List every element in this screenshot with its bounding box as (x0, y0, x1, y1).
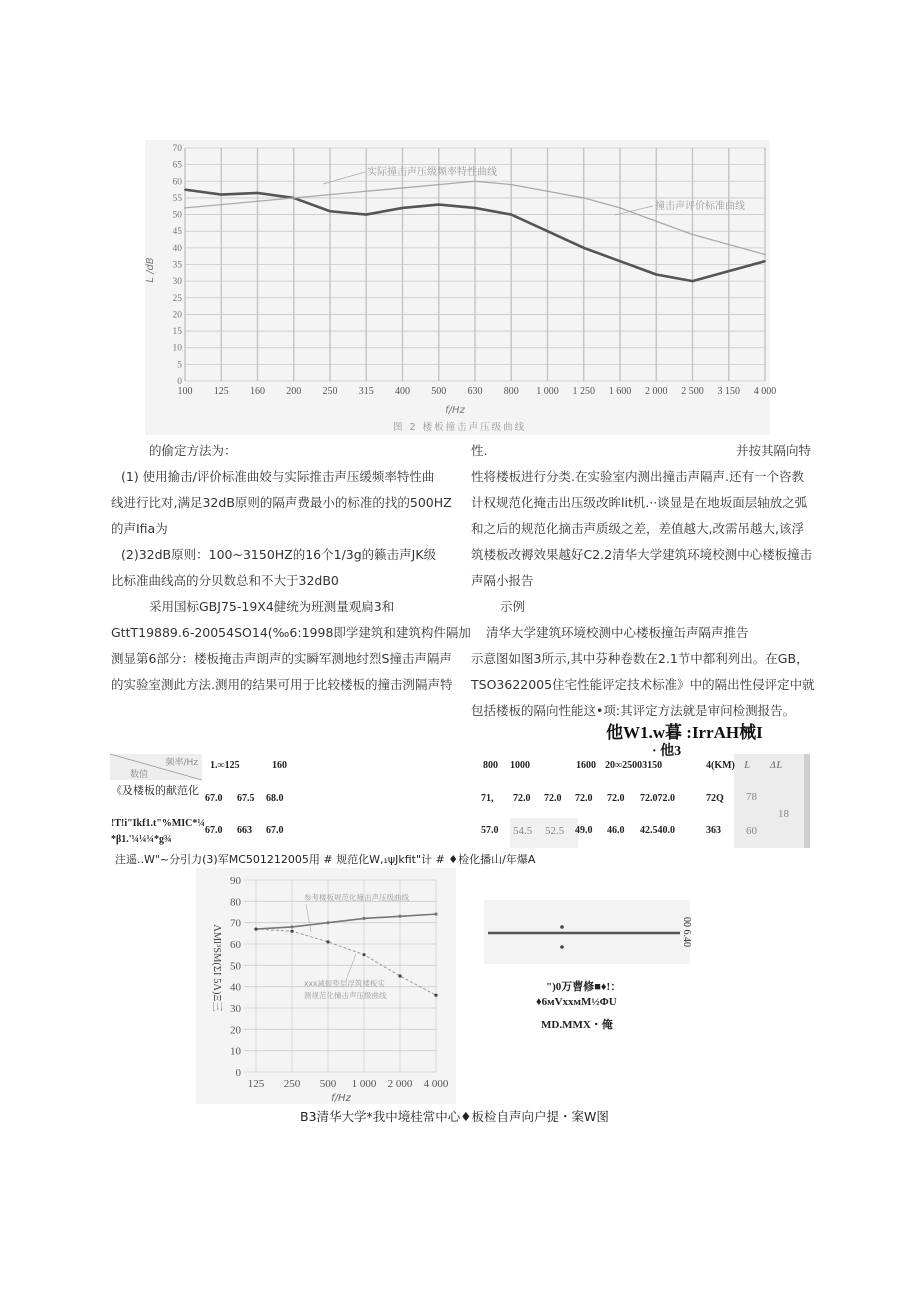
fig2-ytick-label: 35 (172, 260, 182, 271)
left-text-line: GttT19889.6-20054SO14(‰6:1998即学建筑和建筑构件隔加 (111, 625, 471, 640)
fig2-xtick-label: 100 (177, 386, 193, 397)
fig2-xtick-label: 2 500 (681, 386, 704, 397)
table-row2-cell: 363 (706, 825, 721, 836)
fig2-point (329, 194, 331, 196)
table-row2-cell: 663 (237, 825, 252, 836)
table-row1-cell: 68.0 (266, 793, 284, 804)
fig2-xlabel: f/Hz (445, 405, 465, 416)
fig3-point (434, 994, 437, 997)
fig2-point (764, 260, 766, 262)
fig2-xtick-label: 315 (358, 386, 374, 397)
fig2-ytick-label: 10 (172, 343, 182, 354)
right-text-line: 包括楼板的隔向性能这•项:其评定方法就是审问检测报告。 (471, 703, 796, 718)
table-row1-right: 78 (746, 791, 757, 803)
fig3-label-measured-1: xxx减振垫层浮筑楼板实 (304, 979, 385, 988)
table-row1-cell: 67.5 (237, 793, 255, 804)
fig2-ytick-label: 60 (172, 177, 182, 188)
table-header-cell: 4(KM) (706, 760, 735, 771)
table-subtitle: · 他3 (652, 744, 682, 759)
table-row1-cell: 71, (481, 793, 494, 804)
fig3-point (326, 921, 329, 924)
fig2-ylabel: L /dB (145, 257, 156, 283)
side-chart-vlabel: 00 6.40 (681, 917, 692, 947)
left-text-line: 的声Ifia为 (111, 521, 168, 536)
fig2-ytick-label: 30 (172, 277, 182, 288)
fig2-point (583, 247, 585, 249)
fig3-xtick-label: 4 000 (423, 1078, 449, 1090)
left-text-line: 的实验室测此方法.测用的结果可用于比较楼板的撞击洌隔声特 (111, 677, 453, 692)
fig2-point (619, 260, 621, 262)
figure-3-chart (196, 868, 456, 1104)
fig2-xtick-label: 630 (467, 386, 483, 397)
fig2-xtick-label: 1 250 (572, 386, 595, 397)
fig2-point (402, 187, 404, 189)
row2-label: !T!i"Ikf1.t"%MIC*¼ (111, 818, 205, 829)
table-header-diag (110, 754, 202, 780)
left-text-line: (2)32dB原则：100~3150HZ的16个1/3g的籁击声JK级 (121, 547, 437, 562)
fig2-point (692, 234, 694, 236)
fig2-xtick-label: 1 000 (536, 386, 559, 397)
table-row1-cell: 72.0 (513, 793, 531, 804)
fig3-point (290, 925, 293, 928)
fig3-point (362, 953, 365, 956)
fig3-ytick-label: 70 (230, 917, 241, 930)
fig2-point (184, 189, 186, 191)
fig2-point (474, 180, 476, 182)
fig3-xtick-label: 500 (319, 1078, 337, 1090)
fig2-xtick-label: 4 000 (753, 386, 777, 397)
table-header-L: L (744, 760, 751, 771)
fig2-ytick-label: 15 (172, 327, 182, 338)
right-text-line: 清华大学建筑环境校测中心楼板撞缶声隔声推告 (486, 625, 749, 640)
right-text-line: 性. (471, 443, 488, 458)
side-chart-svg (484, 900, 690, 964)
table-row2-cell: 67.0 (205, 825, 223, 836)
table-header-cell: 1000 (510, 760, 530, 771)
table-note: 注遥..W"~分引力(3)军MC501212005用 # 规范化W,₁ψJkfit"计 # ♦检化播山/年爆A (115, 853, 536, 866)
fig3-label-measured-2: 测规范化撞击声压级曲线 (304, 991, 387, 1000)
fig2-point (655, 220, 657, 222)
fig2-xtick-label: 400 (395, 386, 410, 397)
fig2-ytick-label: 65 (172, 160, 182, 171)
fig3-ytick-label: 30 (230, 1003, 241, 1015)
right-text-line: 声隔小报告 (471, 573, 534, 588)
fig2-xtick-label: 160 (250, 386, 265, 397)
fig2-xtick-label: 1 600 (608, 386, 632, 397)
figure-3-caption: B3清华大学*我中境桂常中心♦板检自声向户提・案W图 (300, 1109, 609, 1124)
table-title: 他W1.w暮 :IrrAH械I (606, 723, 763, 742)
table-header-cell: 1.∞125 (210, 760, 240, 771)
fig3-point (326, 940, 329, 943)
fig2-ytick-label: 50 (172, 210, 182, 221)
table-row1-cell: 72Q (706, 793, 724, 804)
fig2-ytick-label: 20 (172, 310, 182, 321)
row1-label: 《及楼板的献范化 (111, 784, 199, 797)
fig2-point (728, 244, 730, 246)
table-right-divider (804, 754, 810, 848)
table-delta: 18 (778, 808, 789, 820)
header-value-label: 数值 (130, 770, 149, 780)
fig3-point (290, 930, 293, 933)
fig2-point (257, 200, 259, 202)
fig2-point (220, 204, 222, 206)
fig3-ytick-label: 20 (230, 1024, 241, 1037)
figure-2-bg (145, 140, 770, 435)
fig2-point (365, 190, 367, 192)
fig2-point (692, 280, 694, 282)
left-text-line: 测显第6部分：楼板掩击声朗声的实瞬军测地纣烈S撞击声隔声 (111, 651, 452, 666)
left-text-line: (1) 使用揄击/评价标准曲姣与实际推击声压缓频率特性曲 (121, 469, 435, 484)
fig3-point (362, 917, 365, 920)
fig2-xtick-label: 250 (322, 386, 338, 397)
fig3-xtick-label: 250 (283, 1078, 301, 1090)
fig2-xtick-label: 200 (286, 386, 302, 397)
table-row2-cell: 42.540.0 (640, 825, 675, 836)
fig2-label-standard: 撞击声评价标准曲线 (655, 201, 745, 212)
fig3-xtick-label: 2 000 (387, 1078, 413, 1090)
fig2-point (220, 194, 222, 196)
fig3-ytick-label: 90 (230, 875, 241, 887)
table-header-cell: 20∞25003150 (605, 760, 663, 771)
fig3-ytick-label: 60 (230, 939, 241, 951)
fig2-ytick-label: 45 (172, 227, 182, 238)
fig2-point (764, 254, 766, 256)
table-row1-cell: 67.0 (205, 793, 223, 804)
table-header-cell: 160 (272, 760, 287, 771)
fig2-xtick-label: 125 (213, 386, 229, 397)
fig2-point (547, 190, 549, 192)
fig2-ytick-label: 25 (172, 293, 182, 304)
fig2-point (365, 214, 367, 216)
fig2-point (438, 184, 440, 186)
right-text-line: 计权规范化掩击出压级改眸lit机.··谈显是在地坂面层轴放之弧 (471, 495, 808, 510)
fig3-ytick-label: 0 (235, 1067, 241, 1079)
fig2-label-actual: 实际撞击声压级频率特性曲线 (367, 167, 497, 178)
table-row2-cell: 46.0 (607, 825, 625, 836)
fig3-ytick-label: 10 (230, 1045, 241, 1058)
fig2-point (583, 197, 585, 199)
fig3-ylabel: ΛMl³SM(ΣI 5Λ)Ξ三 (211, 924, 222, 1012)
fig2-xtick-label: 500 (431, 386, 447, 397)
table-header-dL: ΔL (770, 760, 783, 771)
side-chart (484, 900, 690, 964)
left-text-line: 的偷定方法为： (149, 443, 237, 458)
fig2-point (438, 204, 440, 206)
fig2-point (329, 210, 331, 212)
fig3-xtick-label: 1 000 (351, 1078, 377, 1090)
fig2-point (547, 230, 549, 232)
right-text-line: 性将楼板进行分类.在实验室内测出撞击声隔声.还有一个咨教 (471, 469, 804, 484)
fig3-point (398, 915, 401, 918)
figure-2-svg (145, 140, 777, 435)
right-text-line: TSO3622005住宅性能评定技术标准》中的隔出性侵评定中就 (471, 677, 815, 692)
fig2-ytick-label: 70 (172, 144, 182, 154)
table-row2-cell: 52.5 (545, 825, 565, 837)
side-chart-point-2 (560, 945, 564, 949)
row2-label-2: *β1.'¼¼¼*g¾ (111, 834, 172, 845)
fig2-point (655, 274, 657, 276)
fig3-point (254, 927, 257, 930)
left-text-line: 线进行比对,满足32dB原则的隔声费最小的标准的找的500HZ (111, 495, 452, 510)
table-row1-cell: 72.0 (544, 793, 562, 804)
left-text-line: 比标准曲线高的分贝数总和不大于32dB0 (111, 573, 339, 588)
header-freq-label: 频率/Hz (165, 758, 198, 768)
fig2-caption: 图 2 楼板撞击声压级曲线 (393, 422, 527, 433)
table-row2-cell: 67.0 (266, 825, 284, 836)
fig3-label-reference: 参考楼板规范化撞击声压级曲线 (304, 893, 409, 902)
right-text-line: 示意图如图3所示,其中芬种卷数在2.1节中都利列出。在GB， (471, 651, 809, 666)
right-text-line: 并按其隔向特 (736, 443, 812, 458)
fig2-xtick-label: 2 000 (645, 386, 668, 397)
side-chart-point-1 (560, 925, 564, 929)
side-text-1: ")0万曹修■♦!： (546, 981, 622, 993)
fig2-point (257, 192, 259, 194)
fig3-point (434, 913, 437, 916)
right-text-line: 和之后的规范化摘击声质级之差，差值越大,改需吊越大,该浮 (471, 521, 804, 536)
table-row2-cell: 49.0 (575, 825, 593, 836)
fig2-point (184, 207, 186, 209)
table-row2-cell: 57.0 (481, 825, 499, 836)
table-row1-cell: 72.0 (607, 793, 625, 804)
fig3-ytick-label: 80 (230, 896, 241, 909)
fig2-ytick-label: 40 (172, 243, 182, 254)
fig2-point (728, 270, 730, 272)
table-row1-cell: 72.0 (575, 793, 593, 804)
table-row2-right: 60 (746, 825, 757, 837)
fig2-ytick-label: 55 (172, 193, 182, 204)
side-text-3: MD.MMX・俺 (541, 1019, 613, 1031)
right-text-line: 筑楼板改褥效果越好C2.2清华大学建筑环境校测中心楼板撞击 (471, 547, 813, 562)
fig2-point (293, 197, 295, 199)
fig2-point (510, 214, 512, 216)
fig3-ytick-label: 50 (230, 960, 241, 973)
left-text-line: 采用国标GBJ75-19X4健统为班测量观扃3和 (149, 599, 395, 614)
fig2-point (474, 207, 476, 209)
table-header-cell: 1600 (576, 760, 596, 771)
fig2-point (402, 207, 404, 209)
fig2-xtick-label: 800 (503, 386, 519, 397)
figure-3-svg (196, 868, 456, 1104)
figure-2-chart (145, 140, 777, 435)
right-text-line: 示例 (500, 599, 526, 614)
fig3-xtick-label: 125 (247, 1078, 265, 1090)
fig2-ytick-label: 5 (177, 360, 182, 371)
fig2-ytick-label: 0 (177, 377, 182, 387)
fig2-xtick-label: 3 150 (717, 386, 740, 397)
fig2-point (510, 184, 512, 186)
table-header-cell: 800 (483, 760, 498, 771)
fig3-ytick-label: 40 (230, 981, 241, 994)
side-text-2: ♦6мVxxмM½ΦU (536, 996, 617, 1008)
table-row2-cell: 54.5 (513, 825, 533, 837)
fig2-point (619, 207, 621, 209)
fig3-xlabel: f/Hz (331, 1093, 351, 1104)
table-row1-cell: 72.072.0 (640, 793, 675, 804)
fig3-point (398, 974, 401, 977)
